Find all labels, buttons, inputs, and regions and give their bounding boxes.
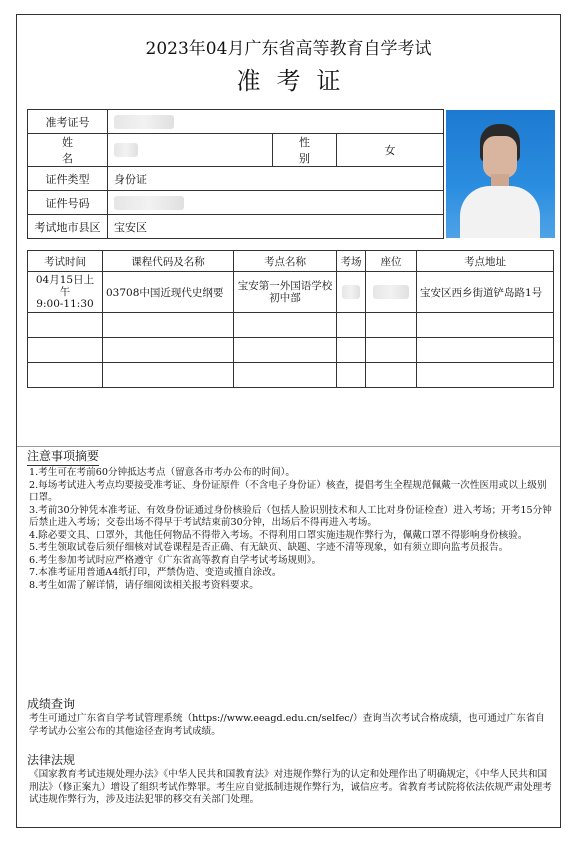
exam-date: 04月15日上午	[35, 274, 95, 298]
redacted-id-number	[114, 196, 184, 210]
list-item: 2.每场考试进入考点均要接受准考证、身份证原件（不含电子身份证）核查，提倡考生全程规范佩戴一次性医用或以上级别口罩。	[29, 479, 547, 503]
admission-ticket	[16, 14, 561, 828]
list-item: 7.本准考证用普通A4纸打印，严禁伪造、变造或擅自涂改。	[29, 567, 282, 578]
gender-label: 性别	[273, 134, 337, 167]
list-item: 4.除必要文具、口罩外，其他任何物品不得带入考场。不得利用口罩实施违规作弊行为，佩戴口罩不得影响身份核验。	[29, 529, 528, 541]
name-label: 姓名	[28, 134, 108, 167]
col-exam-time: 考试时间	[28, 251, 103, 272]
name-value	[108, 134, 273, 167]
redacted-seat	[373, 285, 409, 299]
id-type-label: 证件类型	[28, 167, 108, 191]
notes-title: 注意事项摘要	[27, 447, 99, 466]
id-number-label: 证件号码	[28, 191, 108, 215]
ticket-title: 准考证	[236, 67, 357, 95]
col-seat: 座位	[366, 251, 417, 272]
redacted-name	[114, 143, 138, 157]
redacted-room	[342, 285, 360, 299]
table-row	[28, 363, 554, 388]
district-label: 考试地市县区	[28, 215, 108, 239]
list-item: 1.考生可在考前60分钟抵达考点（留意各市考办公布的时间）。	[29, 467, 295, 478]
table-row	[28, 338, 554, 363]
photo-shirt	[460, 186, 540, 238]
list-item: 3.考前30分钟凭本准考证、有效身份证通过身份核验后（包括人脸识别技术和人工比对身份证检查）进入考场；开考15分钟后禁止进入考场；交卷出场不得早于考试结束前30分钟，出场后不得再进入考场。	[29, 504, 552, 528]
exam-time-cell	[28, 272, 103, 313]
ticket-number-label: 准考证号	[28, 110, 108, 134]
id-number-value	[108, 191, 444, 215]
exam-table-header	[28, 251, 554, 272]
law-text: 《国家教育考试违规处理办法》《中华人民共和国教育法》对违规作弊行为的认定和处理作出了明确规定，《中华人民共和国刑法》（修正案九）增设了组织考试作弊罪。考生应自觉抵制违规作弊行为，诚信应考。省教育考试院将依法依规严肃处理考试违规作弊行为，涉及违法犯罪的移交有关部门处理。	[29, 769, 552, 805]
district-value: 宝安区	[108, 215, 444, 239]
exam-schedule-table	[27, 250, 554, 388]
table-row	[28, 272, 554, 313]
address-cell: 宝安区西乡街道铲岛路1号	[417, 272, 554, 313]
seat-cell	[366, 272, 417, 313]
candidate-photo	[446, 110, 555, 238]
gender-value: 女	[337, 134, 444, 167]
redacted-ticket-number	[114, 115, 174, 129]
list-item: 5.考生领取试卷后须仔细核对试卷课程是否正确、有无缺页、缺题、字迹不清等现象，如有须立即向监考员报告。	[29, 542, 509, 553]
list-item: 8.考生如需了解详情，请仔细阅读相关报考资料要求。	[29, 579, 259, 591]
course-cell: 03708中国近现代史纲要	[103, 272, 234, 313]
table-row	[28, 313, 554, 338]
score-title: 成绩查询	[27, 697, 76, 711]
law-title: 法律法规	[27, 753, 76, 767]
list-item: 6.考生参加考试时应严格遵守《广东省高等教育自学考试考场规则》。	[29, 554, 322, 566]
exam-title: 2023年04月广东省高等教育自学考试	[145, 39, 432, 59]
photo-face	[483, 136, 517, 178]
candidate-info-table	[27, 109, 444, 239]
site-name-2: 初中部	[269, 292, 301, 304]
score-text: 考生可通过广东省自学考试管理系统（https://www.eeagd.edu.cn/selfec/）查询当次考试合格成绩，也可通过广东省自学考试办公室公布的其他途径查询考试成绩。	[29, 713, 545, 737]
ticket-number-value	[108, 110, 444, 134]
room-cell	[337, 272, 366, 313]
col-address: 考点地址	[417, 251, 554, 272]
col-course: 课程代码及名称	[103, 251, 234, 272]
id-type-value: 身份证	[108, 167, 444, 191]
col-site: 考点名称	[234, 251, 337, 272]
site-cell	[234, 272, 337, 313]
col-room: 考场	[337, 251, 366, 272]
site-name: 宝安第一外国语学校	[237, 280, 333, 292]
notes-list	[29, 467, 554, 592]
exam-hours: 9:00-11:30	[36, 298, 94, 310]
